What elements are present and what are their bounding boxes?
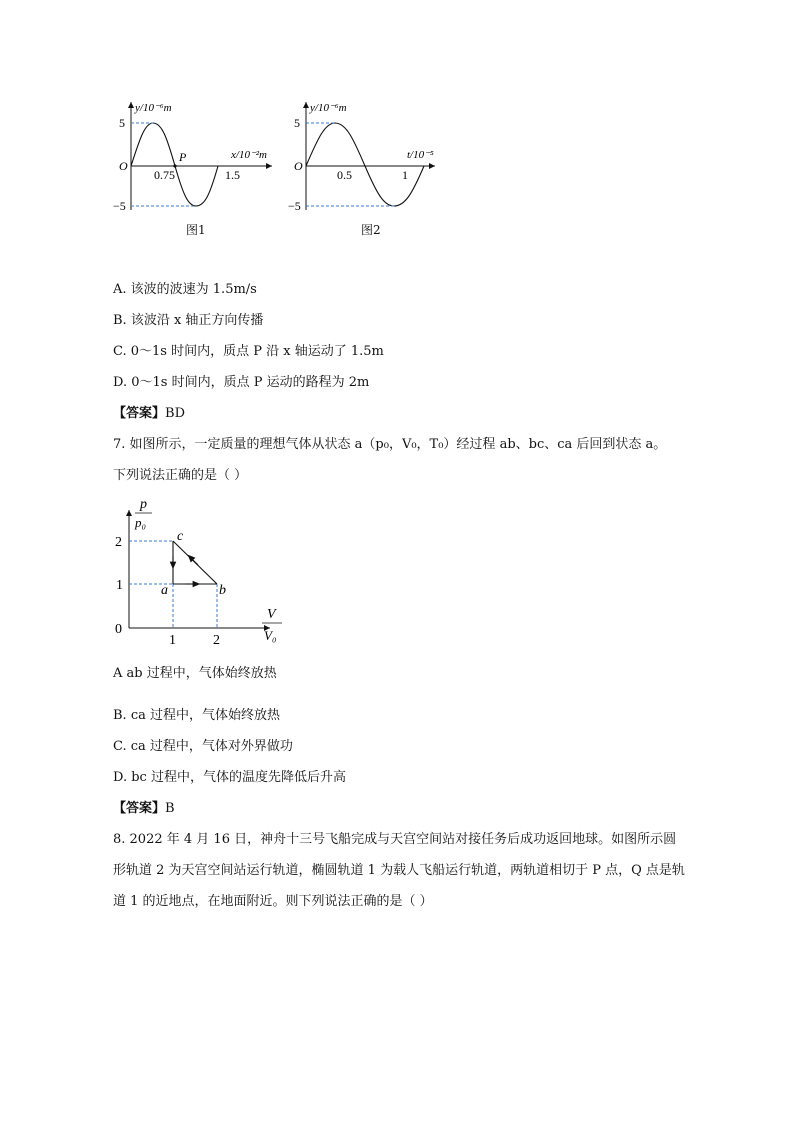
fig2-origin: O (294, 159, 303, 173)
fig1-tick-075: 0.75 (154, 168, 175, 182)
q7-answer (113, 800, 175, 818)
q6-option-c: C. 0～1s 时间内，质点 P 沿 x 轴运动了 1.5m (113, 344, 384, 359)
q7-option-c: C. ca 过程中，气体对外界做功 (113, 739, 293, 754)
pv-state-c: c (177, 529, 184, 544)
fig1-y-label: y/10⁻⁶m (135, 102, 172, 114)
q7-option-a: A ab 过程中，气体始终放热 (113, 666, 277, 681)
fig1-caption: 图1 (186, 223, 206, 237)
fig2-tick-neg5: −5 (288, 199, 301, 213)
q6-option-a: A. 该波的波速为 1.5m/s (113, 282, 257, 297)
fig2-y-label: y/10⁻⁶m (310, 102, 347, 114)
fig1-origin: O (119, 159, 128, 173)
fig1-point-label: P (179, 150, 187, 164)
q6-option-d: D. 0～1s 时间内，质点 P 运动的路程为 2m (113, 375, 370, 390)
q7-stem-line2: 下列说法正确的是（ ） (113, 468, 248, 483)
q7-option-b: B. ca 过程中，气体始终放热 (113, 708, 280, 723)
pv-y-label-den: p₀ (135, 515, 147, 530)
wave-figure-1 (110, 98, 280, 218)
pv-x-label-num: V (267, 607, 276, 622)
pv-y-label-num: p (140, 497, 147, 512)
fig2-wave-curve (306, 123, 424, 206)
pv-x-tick-2: 2 (213, 633, 220, 648)
q7-option-d: D. bc 过程中，气体的温度先降低后升高 (113, 770, 346, 785)
fig1-tick-5: 5 (119, 116, 125, 130)
pv-y-tick-2: 2 (115, 535, 122, 550)
pv-x-tick-1: 1 (169, 633, 176, 648)
q6-answer-label: 【答案】 (113, 406, 166, 421)
q7-answer-value: B (165, 801, 175, 816)
fig2-tick-05: 0.5 (337, 168, 352, 182)
pv-y-tick-1: 1 (116, 578, 123, 593)
pv-arrow-bc (190, 557, 198, 565)
wave-figure-2 (285, 98, 455, 218)
q7-answer-label: 【答案】 (113, 801, 166, 816)
pv-origin: 0 (115, 622, 122, 637)
pv-state-a: a (161, 583, 168, 598)
q7-stem-line1: 7. 如图所示，一定质量的理想气体从状态 a（p₀，V₀，T₀）经过程 ab、bc、ca 后回到状态 a。 (113, 437, 667, 452)
pv-state-b: b (219, 583, 226, 598)
pv-x-label-den: V₀ (264, 628, 277, 643)
fig2-caption: 图2 (361, 223, 381, 237)
pv-graph (110, 496, 290, 652)
q6-option-b: B. 该波沿 x 轴正方向传播 (113, 313, 264, 328)
q8-stem: 8. 2022 年 4 月 16 日，神舟十三号飞船完成与天宫空间站对接任务后成功返回地球。如图所示圆形轨道 2 为天宫空间站运行轨道，椭圆轨道 1 为载人飞船运行轨道，两轨道相切于 P 点，Q 点是轨道 1 的近地点，在地面附近。则下列说法正确的是（ ） (113, 832, 685, 909)
fig2-x-label: t/10⁻⁵ (407, 149, 434, 161)
fig1-tick-neg5: −5 (113, 199, 126, 213)
q6-answer-value: BD (165, 406, 185, 421)
q6-answer (113, 405, 185, 423)
fig1-x-label: x/10⁻²m (231, 149, 267, 161)
fig2-tick-5: 5 (294, 116, 300, 130)
fig1-tick-15: 1.5 (225, 168, 240, 182)
fig2-tick-1: 1 (402, 168, 408, 182)
